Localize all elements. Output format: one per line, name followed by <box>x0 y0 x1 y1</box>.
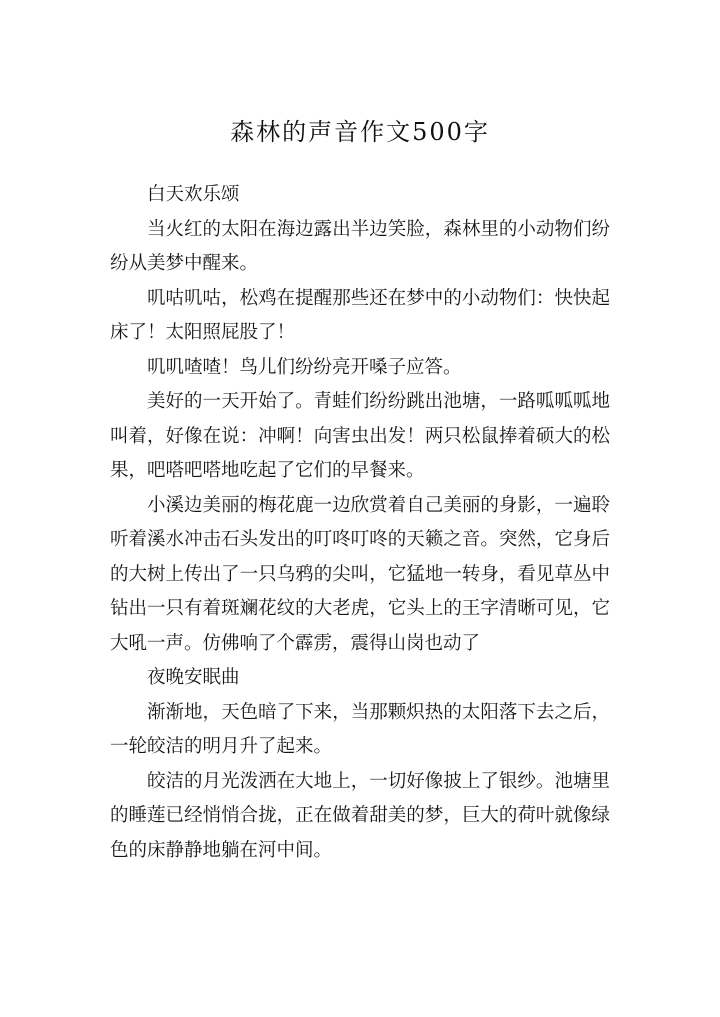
document-body <box>110 178 610 868</box>
section-heading-night: 夜晚安眠曲 <box>147 667 240 688</box>
paragraph: 叽咕叽咕，松鸡在提醒那些还在梦中的小动物们：快快起床了！太阳照屁股了！ <box>110 287 610 343</box>
section-heading-day: 白天欢乐颂 <box>147 184 240 205</box>
paragraph: 皎洁的月光泼洒在大地上，一切好像披上了银纱。池塘里的睡莲已经悄悄合拢，正在做着甜美的梦，巨大的荷叶就像绿色的床静静地躺在河中间。 <box>110 770 610 861</box>
paragraph: 小溪边美丽的梅花鹿一边欣赏着自己美丽的身影，一遍聆听着溪水冲击石头发出的叮咚叮咚的天籁之音。突然，它身后的大树上传出了一只乌鸦的尖叫，它猛地一转身，看见草丛中钻出一只有着斑斓花纹的大老虎，它头上的王字清晰可见，它大吼一声。仿佛响了个霹雳，震得山岗也动了 <box>110 494 610 654</box>
paragraph: 渐渐地，天色暗了下来，当那颗炽热的太阳落下去之后，一轮皎洁的明月升了起来。 <box>110 701 610 757</box>
paragraph: 当火红的太阳在海边露出半边笑脸，森林里的小动物们纷纷从美梦中醒来。 <box>110 218 610 274</box>
document-title: 森林的声音作文500字 <box>230 118 490 146</box>
paragraph: 叽叽喳喳！鸟儿们纷纷亮开嗓子应答。 <box>147 356 462 378</box>
paragraph: 美好的一天开始了。青蛙们纷纷跳出池塘，一路呱呱呱地叫着，好像在说：冲啊！向害虫出发！两只松鼠捧着硕大的松果，吧嗒吧嗒地吃起了它们的早餐来。 <box>110 391 610 481</box>
